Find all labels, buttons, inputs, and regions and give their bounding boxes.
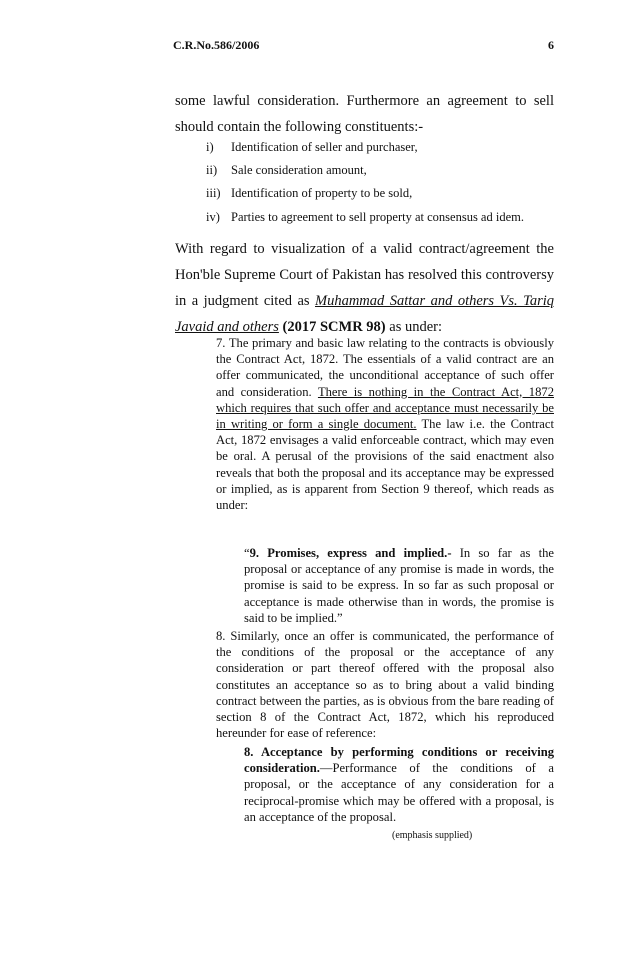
section-9-heading: 9. Promises, express and implied.-: [249, 546, 452, 560]
quote-paragraph-8: 8. Similarly, once an offer is communicated, the performance of the conditions of the proposal or the acceptance of any consideration or part thereof offered with the proposal also constitutes an acceptance so as to bring about a valid binding contract between the parties, as is obvious from the bare reading of section 8 of the Contract Act, 1872, which his reproduced hereunder for ease of reference:: [216, 629, 554, 741]
quote-paragraph-7: 7. The primary and basic law relating to the contracts is obviously the Contract Act, 1872. The essentials of a valid contract are an offer communicated, the unconditional acceptance of such offer and consideration. There is nothing in the Contract Act, 1872 which requires that such offer and acceptance must necessarily be in writing or form a single document. The law i.e. the Contract Act, 1872 envisages a valid enforceable contract, which may even be oral. A perusal of the provisions of the said enactment also reveals that both the proposal and its acceptance may be expressed or implied, as is apparent from Section 9 thereof, which reads as under:: [216, 336, 554, 513]
judgment-paragraph: With regard to visualization of a valid contract/agreement the Hon'ble Supreme Court of Pakistan has resolved this controversy in a judgment cited as Muhammad Sattar and others Vs. Tariq Javaid and others (2017 SCMR 98) as under:: [175, 241, 554, 335]
case-number: C.R.No.586/2006: [173, 38, 260, 52]
page-number: 6: [548, 38, 554, 52]
list-item: iii) Identification of property to be sold,: [206, 186, 413, 201]
constituents-list: [206, 136, 566, 229]
case-citation-name: Muhammad Sattar and others Vs. Tariq Javaid and others: [175, 293, 554, 335]
list-item: ii) Sale consideration amount,: [206, 163, 367, 178]
intro-paragraph: some lawful consideration. Furthermore an agreement to sell should contain the following constituents:-: [175, 93, 554, 135]
section-8-quote: 8. Acceptance by performing conditions or receiving consideration.—Performance of the conditions of a proposal, or the acceptance of any consideration for a reciprocal-promise which may be offered with a proposal, is an acceptance of the proposal.: [244, 745, 554, 824]
section-9-quote: “9. Promises, express and implied.- In so far as the proposal or acceptance of any promise is made in words, the promise is said to be express. In so far as such proposal or acceptance is made otherwise than in words, the promise is said to be implied.”: [244, 546, 554, 625]
underlined-passage: There is nothing in the Contract Act, 1872 which requires that such offer and acceptance must necessarily be in writing or form a single document.: [216, 384, 554, 432]
section-8-heading: 8. Acceptance by performing conditions or receiving consideration.: [244, 745, 554, 776]
list-item: iv) Parties to agreement to sell property at consensus ad idem.: [206, 209, 524, 224]
scmr-citation: (2017 SCMR 98): [282, 319, 386, 335]
list-item: i) Identification of seller and purchaser,: [206, 140, 418, 154]
page-header: [173, 38, 554, 54]
emphasis-note: (emphasis supplied): [392, 830, 473, 841]
